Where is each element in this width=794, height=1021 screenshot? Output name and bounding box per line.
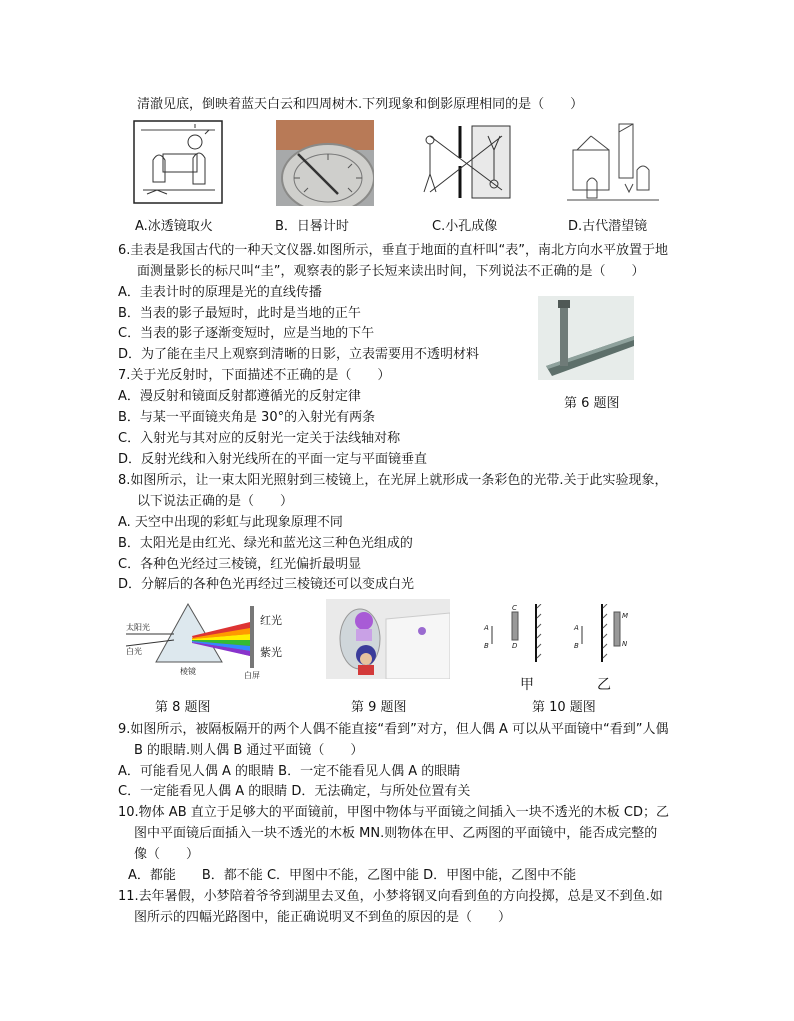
label-yi: 乙 (597, 677, 611, 693)
q10-stem-line2: 图中平面镜后面插入一块不透光的木板 MN.则物体在甲、乙两图的平面镜中，能否成完整的 (134, 826, 658, 841)
label-a: A (484, 624, 489, 632)
q5-caption-a: A.冰透镜取火 (135, 219, 213, 234)
q8-option-b: B．太阳光是由红光、绿光和蓝光这三种色光组成的 (118, 536, 413, 551)
q9-stem-line2: B 的眼睛.则人偶 B 通过平面镜（ ） (134, 743, 364, 758)
q5-caption-d: D.古代潜望镜 (568, 219, 648, 234)
prism-label-red: 红光 (260, 614, 282, 627)
q10-stem-line1: 10.物体 AB 直立于足够大的平面镜前，甲图中物体与平面镜之间插入一块不透光的木板 CD；乙 (118, 805, 669, 820)
sundial-image (276, 120, 374, 206)
label-a-2: A (574, 624, 579, 632)
pinhole-image (414, 122, 514, 202)
mirror-diagram-yi (572, 604, 632, 664)
fig8-caption: 第 8 题图 (155, 700, 211, 715)
q6-option-c: C．当表的影子逐渐变短时，应是当地的下午 (118, 326, 375, 341)
periscope-image (567, 120, 659, 208)
q10-options: A．都能 B．都不能 C．甲图中不能，乙图中能 D．甲图中能，乙图中不能 (128, 868, 577, 883)
fig10-caption: 第 10 题图 (532, 700, 596, 715)
prism-figure (126, 600, 292, 680)
q7-option-b: B．与某一平面镜夹角是 30°的入射光有两条 (118, 410, 376, 425)
gnomon-image (538, 296, 634, 380)
label-jia: 甲 (520, 677, 534, 693)
q9-options-cd: C．一定能看见人偶 A 的眼睛 D．无法确定，与所处位置有关 (118, 784, 471, 799)
q6-figure-caption: 第 6 题图 (564, 396, 620, 411)
q5-caption-b: B．日晷计时 (275, 219, 349, 234)
prism-label-violet: 紫光 (260, 646, 282, 659)
q8-stem-line2: 以下说法正确的是（ ） (137, 494, 294, 509)
q5-stem-tail: 清澈见底，倒映着蓝天白云和四周树木.下列现象和倒影原理相同的是（ ） (137, 97, 584, 112)
label-n: N (622, 640, 628, 648)
q11-stem-line2: 图所示的四幅光路图中，能正确说明叉不到鱼的原因的是（ ） (134, 910, 512, 925)
q6-stem-line2: 面测量影长的标尺叫“圭”，观察表的影子长短来读出时间，下列说法不正确的是（ ） (137, 264, 645, 279)
q8-option-d: D．分解后的各种色光再经过三棱镜还可以变成白光 (118, 577, 415, 592)
q9-stem-line1: 9.如图所示，被隔板隔开的两个人偶不能直接“看到”对方，但人偶 A 可以从平面镜中“看到”人偶 (118, 722, 669, 737)
q7-stem: 7.关于光反射时，下面描述不正确的是（ ） (118, 368, 391, 383)
label-c: C (512, 604, 517, 612)
prism-label-white: 白光 (126, 647, 142, 656)
fig9-caption: 第 9 题图 (351, 700, 407, 715)
q6-stem-line1: 6.圭表是我国古代的一种天文仪器.如图所示，垂直于地面的直杆叫“表”，南北方向水平放置于地 (118, 243, 669, 258)
q9-options-ab: A．可能看见人偶 A 的眼睛 B．一定不能看见人偶 A 的眼睛 (118, 764, 461, 779)
label-m: M (622, 612, 629, 620)
q8-stem-line1: 8.如图所示，让一束太阳光照射到三棱镜上，在光屏上就形成一条彩色的光带.关于此实验现象， (118, 473, 668, 488)
mirror-diagram-jia (480, 604, 550, 664)
q6-option-a: A．圭表计时的原理是光的直线传播 (118, 285, 322, 300)
q8-option-a: A. 天空中出现的彩虹与此现象原理不同 (118, 515, 343, 530)
q6-option-d: D．为了能在圭尺上观察到清晰的日影，立表需要用不透明材料 (118, 347, 480, 362)
q11-stem-line1: 11.去年暑假，小梦陪着爷爷到湖里去叉鱼，小梦将钢叉向看到鱼的方向投掷，总是叉不到鱼.如 (118, 889, 663, 904)
q7-option-a: A．漫反射和镜面反射都遵循光的反射定律 (118, 389, 361, 404)
label-b-2: B (574, 642, 579, 650)
dolls-mirror-photo (326, 599, 450, 679)
label-d: D (512, 642, 518, 650)
q8-option-c: C．各种色光经过三棱镜，红光偏折最明显 (118, 557, 362, 572)
ice-lens-image (133, 120, 223, 204)
q6-option-b: B．当表的影子最短时，此时是当地的正午 (118, 306, 361, 321)
prism-label-screen: 白屏 (244, 671, 260, 680)
prism-label-prism: 棱镜 (180, 667, 196, 676)
q7-option-d: D．反射光线和入射光线所在的平面一定与平面镜垂直 (118, 452, 428, 467)
q7-option-c: C．入射光与其对应的反射光一定关于法线轴对称 (118, 431, 401, 446)
q10-stem-line3: 像（ ） (134, 847, 200, 862)
label-b: B (484, 642, 489, 650)
prism-label-sun: 太阳光 (126, 623, 150, 632)
q5-caption-c: C.小孔成像 (432, 219, 498, 234)
